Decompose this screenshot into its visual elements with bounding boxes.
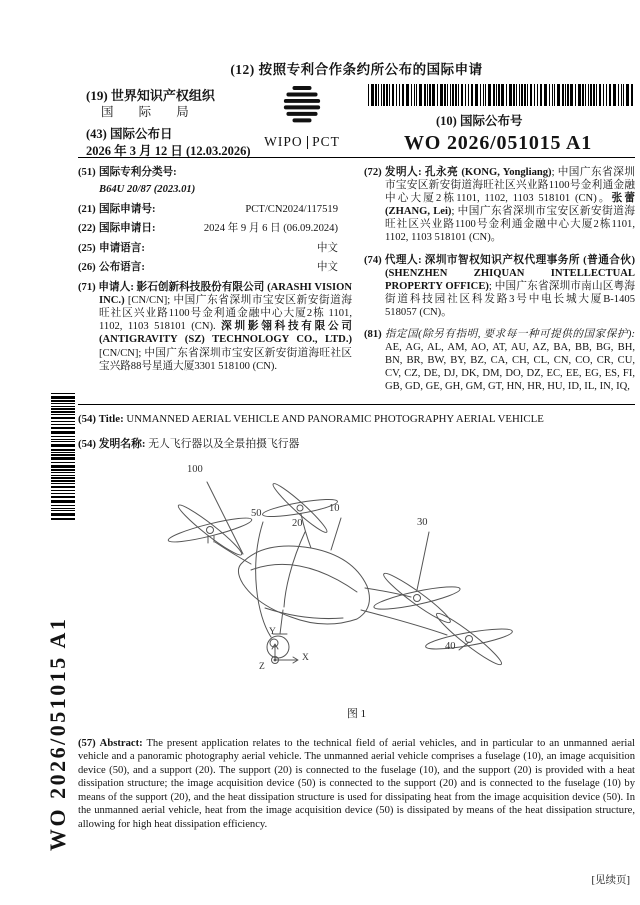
figure-label-40: 40 [445, 641, 456, 652]
figure-label-20: 20 [292, 518, 303, 529]
abstract-label: Abstract: [99, 737, 143, 749]
field-26-label: 公布语言: [99, 262, 145, 274]
continued-note: [见续页] [591, 875, 630, 886]
field-71-num: (71) [78, 282, 96, 294]
field-21-value: PCT/CN2024/117519 [245, 203, 338, 215]
wipo-org-block [86, 87, 251, 160]
wipo-wordmark: WIPO [264, 134, 303, 149]
org-name-line [86, 87, 251, 104]
left-column [78, 166, 352, 403]
field-43-num: (43) [86, 127, 107, 141]
figure-label-10: 10 [329, 503, 340, 514]
field-22-value: 2024 年 9 月 6 日 (06.09.2024) [203, 223, 338, 235]
figure-caption: 图 1 [346, 708, 367, 720]
title-english-line [78, 413, 635, 425]
abstract-paragraph [78, 737, 635, 832]
field-72-text: 发明人: 孔永亮 (KONG, Yongliang); 中国广东省深圳市宝安区新安街道海旺社区兴业路1100号金利通金融中心大厦2栋1101, 1102, 1103 518101 (CN)。张蕾 (ZHANG, Lei); 中国广东省深圳市宝安区新安街道海旺社区兴业路1100号金利通金融中心大厦2栋1101, 1102, 1103 518101 (CN)。 [384, 167, 636, 244]
figure-label-100: 100 [187, 464, 203, 475]
field-22 [78, 222, 352, 235]
field-74-num: (74) [364, 254, 382, 266]
field-81-num: (81) [364, 329, 382, 341]
sidebar-publication-number: WO 2026/051015 A1 [45, 616, 70, 852]
figure-label-30: 30 [417, 517, 428, 528]
field-54-num-en: (54) [78, 413, 96, 425]
title-label-en: Title: [98, 413, 124, 425]
field-51-num: (51) [78, 167, 96, 178]
header-divider [78, 157, 635, 158]
pubnum-label-line [398, 111, 635, 129]
field-71-applicants [78, 281, 352, 373]
field-51-label: 国际专利分类号: [99, 167, 177, 178]
field-21-num: (21) [78, 203, 96, 215]
figure-axis-z-label: Z [259, 662, 265, 672]
publication-number: WO 2026/051015 A1 [404, 132, 593, 154]
title-chinese: 无人飞行器以及全景拍摄飞行器 [148, 438, 300, 450]
field-25-num: (25) [78, 242, 96, 254]
figure-axis-x-label: X [302, 653, 309, 663]
field-26-value: 中文 [316, 262, 338, 274]
publication-barcode [368, 84, 635, 106]
field-57-num: (57) [78, 737, 96, 749]
field-25-label: 申请语言: [99, 242, 145, 254]
figure-label-50: 50 [251, 508, 262, 519]
field-51 [78, 166, 352, 179]
wipo-globe-icon [283, 113, 321, 130]
figure-1 [115, 458, 545, 703]
field-26 [78, 261, 352, 274]
field-71-text: 申请人: 影石创新科技股份有限公司 (ARASHI VISION INC.) [CN/CN]; 中国广东省深圳市宝安区新安街道海旺社区兴业路1100号金利通金融中心大厦2栋 1101, 1102, 1103 518101 (CN). 深圳影翎科技有限公司 (ANTIGRAVITY (SZ) TECHNOLOGY CO., LTD.) [CN/CN]; 中国广东省深圳市宝安区新安街道海旺社区宝兴路88号星通大厦3301 518100 (CN). [98, 282, 352, 372]
field-54-num-zh: (54) [78, 438, 96, 450]
field-51-value: B64U 20/87 (2023.01) [99, 183, 196, 195]
abstract-text: The present application relates to the technical field of aerial vehicles, and in particular to an unmanned aerial vehicle and a panoramic photography aerial vehicle. The unmanned aerial vehicle comprises a fuselage (10), an image acquisition device (50), and a support (20). The support (20) is connected to the fuselage (10), and the support (20) is provided with a heat dissipation structure; the image acquisition device (50) is connected to the support (20) and is connected to the fuselage (10) by means of the support (20), and the heat dissipation structure is used for dissipating heat from the image acquisition device (50). In the unmanned aerial vehicle, heat from the image acquisition device (50) is dissipated by means of the heat dissipation structure, allowing for high heat dissipation efficiency. [78, 737, 635, 830]
pubdate-label: 国际公布日 [109, 127, 173, 141]
pct-publication-line: (12) 按照专利合作条约所公布的国际申请 [230, 62, 483, 77]
field-25-value: 中文 [316, 242, 338, 254]
publication-number-block [398, 111, 635, 155]
wipo-logo-block [264, 84, 340, 150]
sidebar-barcode [51, 393, 75, 523]
right-column [364, 166, 635, 403]
field-21 [78, 203, 352, 216]
field-22-num: (22) [78, 223, 96, 235]
field-81-text: 指定国(除另有指明, 要求每一种可提供的国家保护): AE, AG, AL, AM, AO, AT, AU, AZ, BA, BB, BG, BH, BN, BR, BW, BY, BZ, CA, CH, CL, CN, CO, CR, CU, CV, CZ, DE, DJ, DK, DM, DO, DZ, EC, EE, EG, ES, FI, GB, GD, GE, GH, GM, GT, HN, HR, HU, ID, IL, IN, IQ, [384, 329, 635, 393]
section-divider [78, 404, 635, 405]
field-21-label: 国际申请号: [99, 203, 156, 215]
wordmark-divider [307, 136, 309, 149]
field-10-num: (10) [436, 114, 457, 128]
field-81-designated-states [364, 328, 635, 393]
title-english: UNMANNED AERIAL VEHICLE AND PANORAMIC PHOTOGRAPHY AERIAL VEHICLE [126, 413, 544, 425]
field-72-num: (72) [364, 167, 382, 178]
field-74-agent [364, 254, 635, 319]
bibliographic-columns [78, 166, 635, 403]
field-22-label: 国际申请日: [99, 223, 156, 235]
title-label-zh: 发明名称: [98, 438, 146, 450]
pubdate-label-line [86, 126, 251, 143]
org-bureau: 国 际 局 [101, 105, 200, 119]
field-72-inventors [364, 166, 635, 245]
field-74-text: 代理人: 深圳市智权知识产权代理事务所 (普通合伙) (SHENZHEN ZHIQUAN INTELLECTUAL PROPERTY OFFICE); 中国广东省深圳市南山区粤海街道科技园社区科发路3号中电长城大厦B-1405 518057 (CN)。 [384, 254, 636, 318]
field-26-num: (26) [78, 262, 96, 274]
field-19-num: (19) [86, 88, 108, 103]
field-25 [78, 242, 352, 255]
wipo-pct-wordmark [264, 134, 340, 150]
pct-wordmark: PCT [312, 134, 340, 149]
figure-axis-y-label: Y [269, 627, 276, 637]
pubdate-value: 2026 年 3 月 12 日 (12.03.2026) [86, 144, 251, 158]
title-chinese-line [78, 436, 635, 451]
org-name: 世界知识产权组织 [110, 88, 215, 103]
pubnum-label: 国际公布号 [459, 114, 523, 128]
